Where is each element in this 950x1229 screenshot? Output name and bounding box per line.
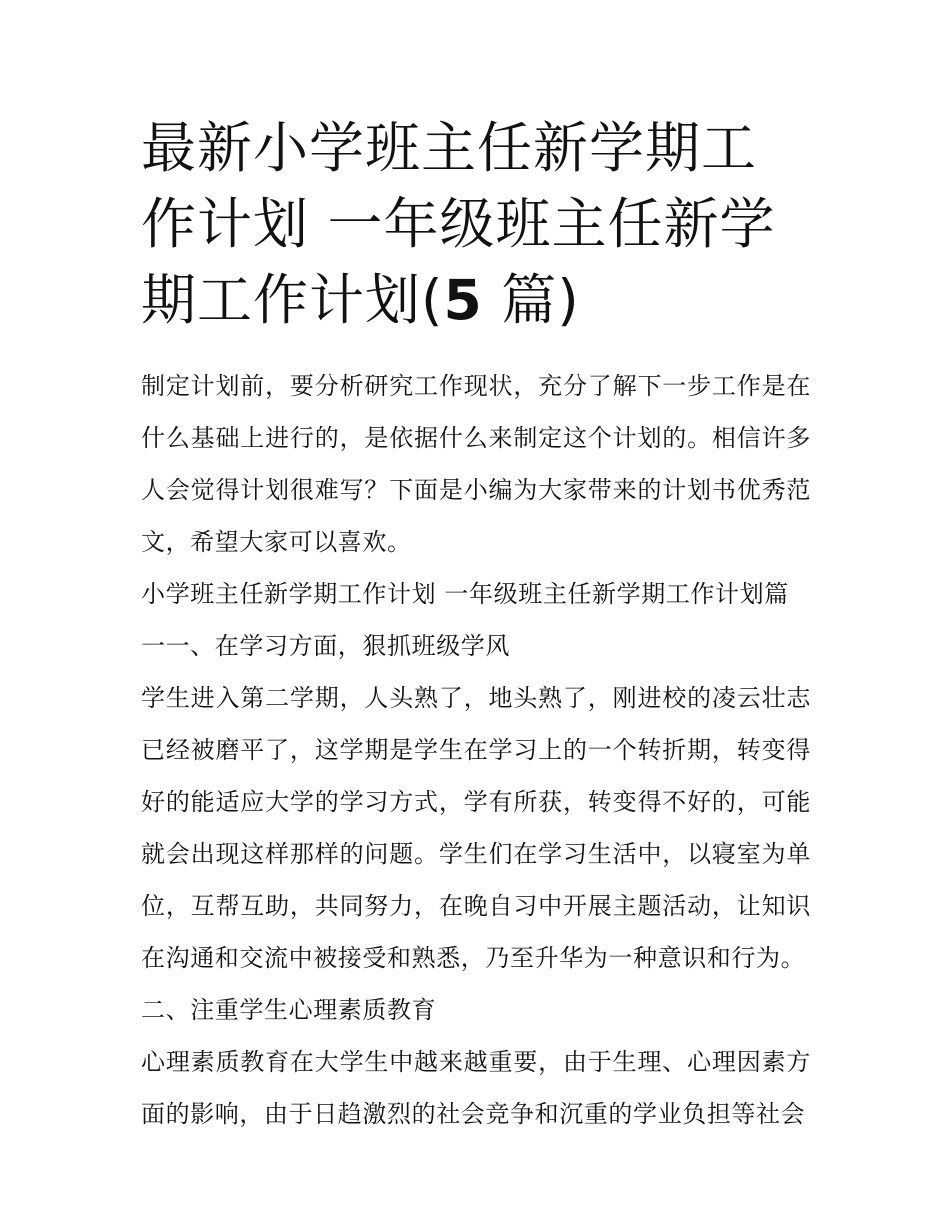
section-heading: 小学班主任新学期工作计划 一年级班主任新学期工作计划篇 [141, 580, 789, 608]
psychology-paragraph: 心理素质教育在大学生中越来越重要，由于生理、心理因素方面的影响，由于日趋激烈的社会竞争和沉重的学业负担等社会 [141, 1048, 811, 1128]
intro-paragraph: 制定计划前，要分析研究工作现状，充分了解下一步工作是在什么基础上进行的，是依据什么来制定这个计划的。相信许多人会觉得计划很难写？下面是小编为大家带来的计划书优秀范文，希望大家可以喜欢。 [141, 372, 811, 556]
document-body [141, 360, 811, 1140]
title-number: 5 [443, 268, 483, 332]
title-suffix: 篇) [482, 268, 580, 332]
subheading-study: 一一、在学习方面，狠抓班级学风 [141, 632, 510, 660]
document-title [141, 110, 811, 338]
title-text: 最新小学班主任新学期工作计划 一年级班主任新学期工作计划( [141, 116, 776, 332]
subheading-psychology: 二、注重学生心理素质教育 [141, 996, 437, 1024]
study-paragraph: 学生进入第二学期，人头熟了，地头熟了，刚进校的凌云壮志已经被磨平了，这学期是学生在学习上的一个转折期，转变得好的能适应大学的学习方式，学有所获，转变得不好的，可能就会出现这样那样的问题。学生们在学习生活中，以寝室为单位，互帮互助，共同努力，在晚自习中开展主题活动，让知识在沟通和交流中被接受和熟悉，乃至升华为一种意识和行为。 [141, 684, 811, 972]
document-page [141, 110, 811, 1140]
